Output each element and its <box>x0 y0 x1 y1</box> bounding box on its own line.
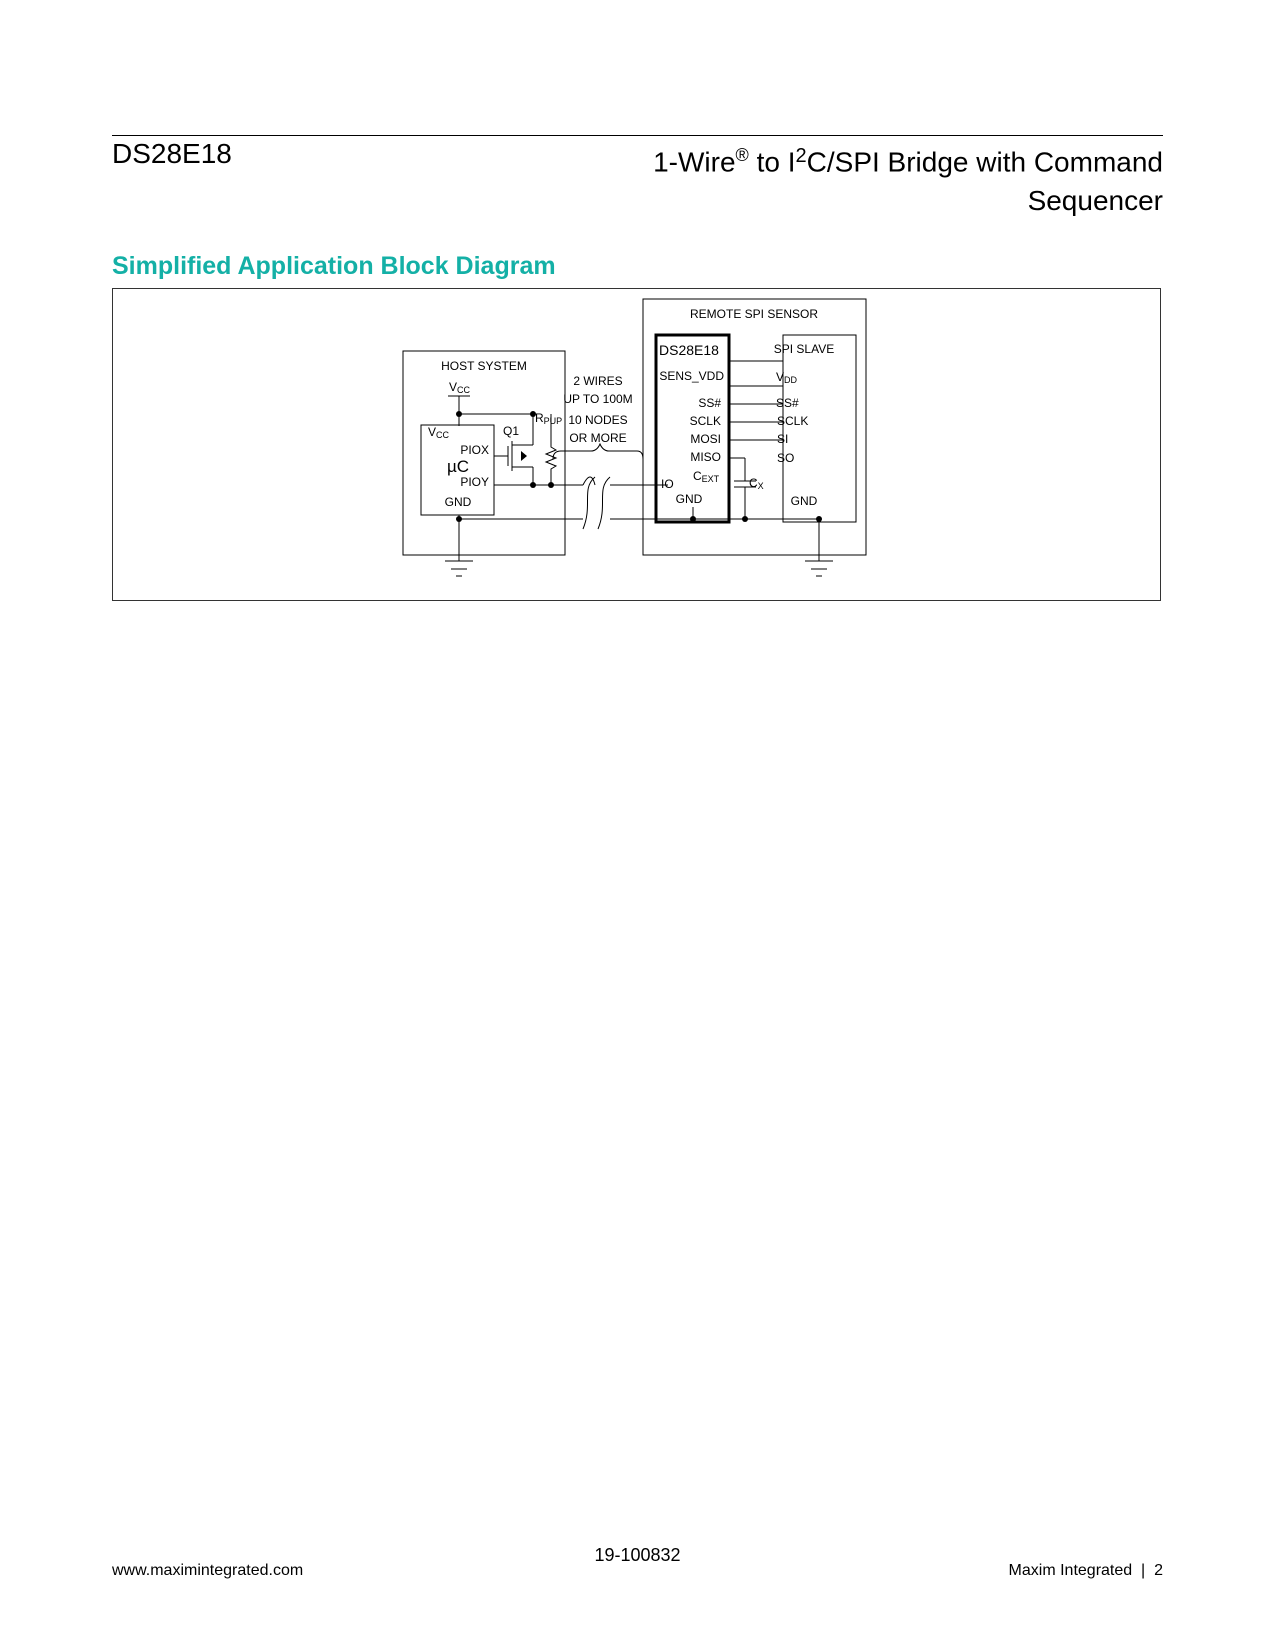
title-text-c: C/SPI Bridge with Command <box>806 146 1163 178</box>
mcu-gnd-label: GND <box>444 495 472 509</box>
slave-pin-vdd: VDD <box>776 370 798 385</box>
slave-pin-so: SO <box>777 451 795 465</box>
footer-website-link[interactable]: www.maximintegrated.com <box>112 1562 304 1579</box>
mcu-vcc-label: VCC <box>428 425 450 440</box>
ds-pin-sclk: SCLK <box>689 414 721 428</box>
bus-note-line-1: 2 WIRES <box>573 374 623 388</box>
spi-slave-name: SPI SLAVE <box>773 342 835 356</box>
junction-dot <box>456 411 462 417</box>
q1-arrow-icon <box>521 451 527 461</box>
slave-pin-ss: SS# <box>776 396 799 410</box>
remote-sensor-box <box>643 299 866 555</box>
footer-company-page: Maxim Integrated | 2 <box>1008 1562 1163 1579</box>
bus-note-line-4: OR MORE <box>569 431 627 445</box>
remote-sensor-label: REMOTE SPI SENSOR <box>689 307 819 321</box>
document-title <box>653 138 1163 218</box>
ds-pin-io: IO <box>661 477 674 491</box>
bus-note-line-3: 10 NODES <box>568 413 628 427</box>
ds-pin-cext: CEXT <box>693 469 720 484</box>
mcu-pioy-label: PIOY <box>460 475 489 489</box>
host-system-label: HOST SYSTEM <box>441 359 527 373</box>
registered-mark: ® <box>735 145 749 165</box>
ds-pin-ss: SS# <box>698 396 721 410</box>
title-text-a: 1-Wire <box>653 146 736 178</box>
block-diagram-svg <box>113 289 1162 602</box>
cx-label: CX <box>749 476 764 491</box>
q1-label: Q1 <box>502 424 520 438</box>
bus-note-line-2: UP TO 100M <box>563 392 633 406</box>
block-diagram <box>112 288 1161 601</box>
junction-dot <box>530 482 536 488</box>
rpup-label: RPUP <box>535 411 563 426</box>
slave-pin-gnd: GND <box>790 494 818 508</box>
title-line-2: Sequencer <box>1027 185 1163 217</box>
ds-pin-mosi: MOSI <box>690 432 721 446</box>
host-vcc-label: VCC <box>449 380 471 395</box>
mcu-piox-label: PIOX <box>460 443 489 457</box>
ds-pin-sens-vdd: SENS_VDD <box>659 369 724 383</box>
slave-pin-sclk: SCLK <box>777 414 809 428</box>
mcu-symbol: µC <box>447 457 470 476</box>
junction-dot <box>816 516 822 522</box>
section-title: Simplified Application Block Diagram <box>112 252 556 280</box>
slave-pin-si: SI <box>777 432 789 446</box>
title-superscript: 2 <box>795 145 807 168</box>
title-text-b: to I <box>748 146 796 178</box>
junction-dot <box>690 516 696 522</box>
part-number: DS28E18 <box>112 138 232 169</box>
junction-dot <box>456 516 462 522</box>
ds-pin-miso: MISO <box>690 450 721 464</box>
junction-dot <box>742 516 748 522</box>
ds-pin-gnd: GND <box>675 492 703 506</box>
ds28e18-name: DS28E18 <box>659 342 719 358</box>
footer-doc-number: 19-100832 <box>594 1545 681 1565</box>
junction-dot <box>548 482 554 488</box>
header-rule <box>112 135 1163 136</box>
